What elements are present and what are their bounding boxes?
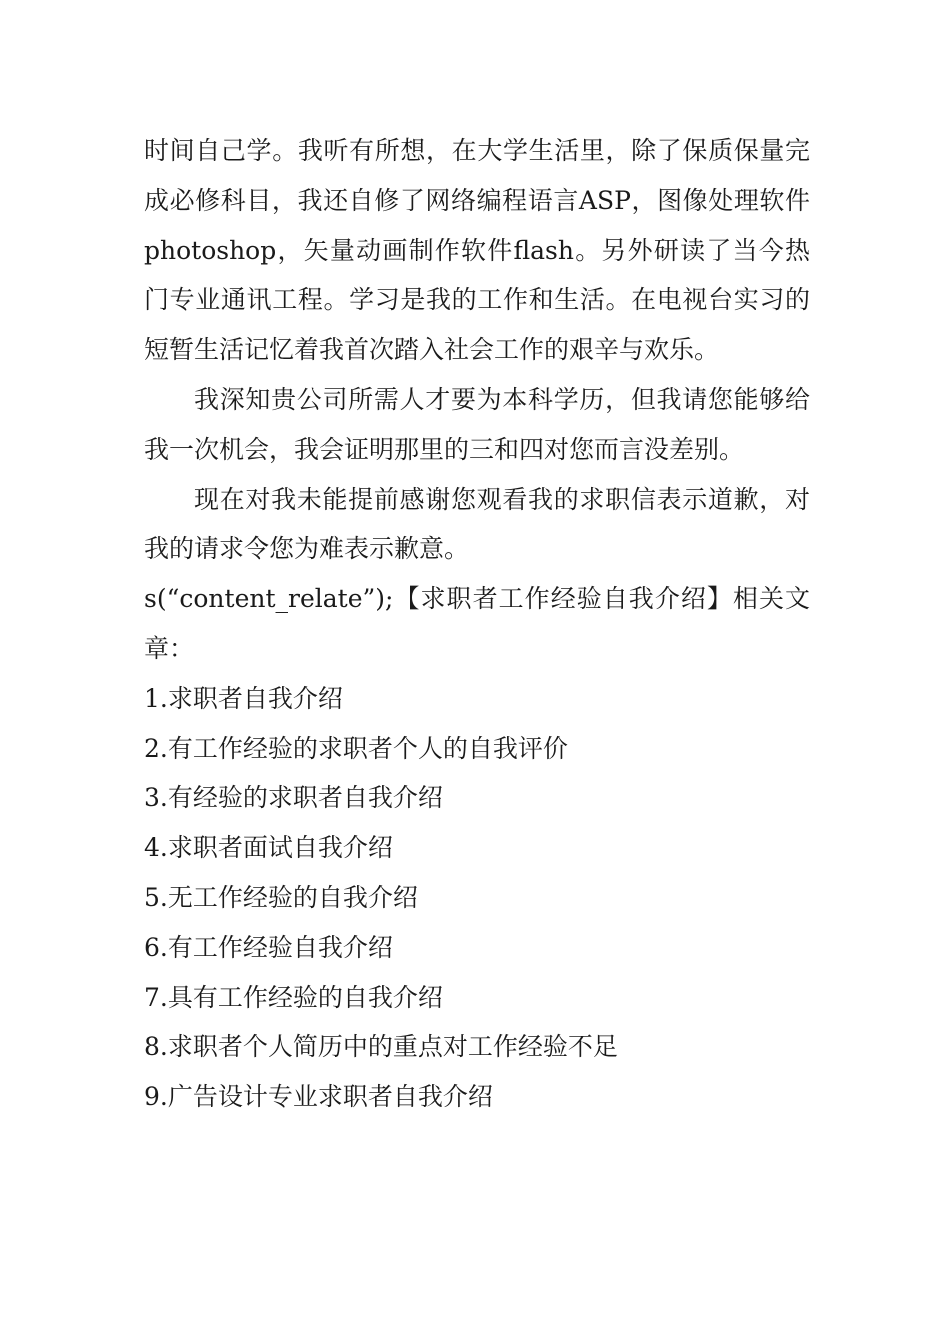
related-articles-list bbox=[144, 674, 810, 1122]
related-article-link[interactable]: 8.求职者个人简历中的重点对工作经验不足 bbox=[144, 1032, 618, 1062]
related-article-link[interactable]: 7.具有工作经验的自我介绍 bbox=[144, 982, 443, 1012]
paragraph-apology: 现在对我未能提前感谢您观看我的求职信表示道歉，对我的请求令您为难表示歉意。 bbox=[144, 484, 810, 564]
related-article-link[interactable]: 9.广告设计专业求职者自我介绍 bbox=[144, 1082, 493, 1112]
related-article-link[interactable]: 6.有工作经验自我介绍 bbox=[144, 932, 393, 962]
related-article-link[interactable]: 4.求职者面试自我介绍 bbox=[144, 833, 393, 863]
paragraph-study: 时间自己学。我听有所想，在大学生活里，除了保质保量完成必修科目，我还自修了网络编程语言ASP，图像处理软件photoshop，矢量动画制作软件flash。另外研读了当今热门专业通讯工程。学习是我的工作和生活。在电视台实习的短暂生活记忆着我首次踏入社会工作的艰辛与欢乐。 bbox=[144, 136, 810, 365]
related-article-link[interactable]: 2.有工作经验的求职者个人的自我评价 bbox=[144, 733, 568, 763]
related-article-link[interactable]: 1.求职者自我介绍 bbox=[144, 683, 343, 713]
related-article-link[interactable]: 3.有经验的求职者自我介绍 bbox=[144, 783, 443, 813]
related-heading: s(“content_relate”);【求职者工作经验自我介绍】相关文章： bbox=[144, 584, 810, 663]
related-article-link[interactable]: 5.无工作经验的自我介绍 bbox=[144, 882, 418, 912]
document-body bbox=[144, 126, 810, 1122]
paragraph-degree: 我深知贵公司所需人才要为本科学历，但我请您能够给我一次机会，我会证明那里的三和四对您而言没差别。 bbox=[144, 384, 810, 464]
